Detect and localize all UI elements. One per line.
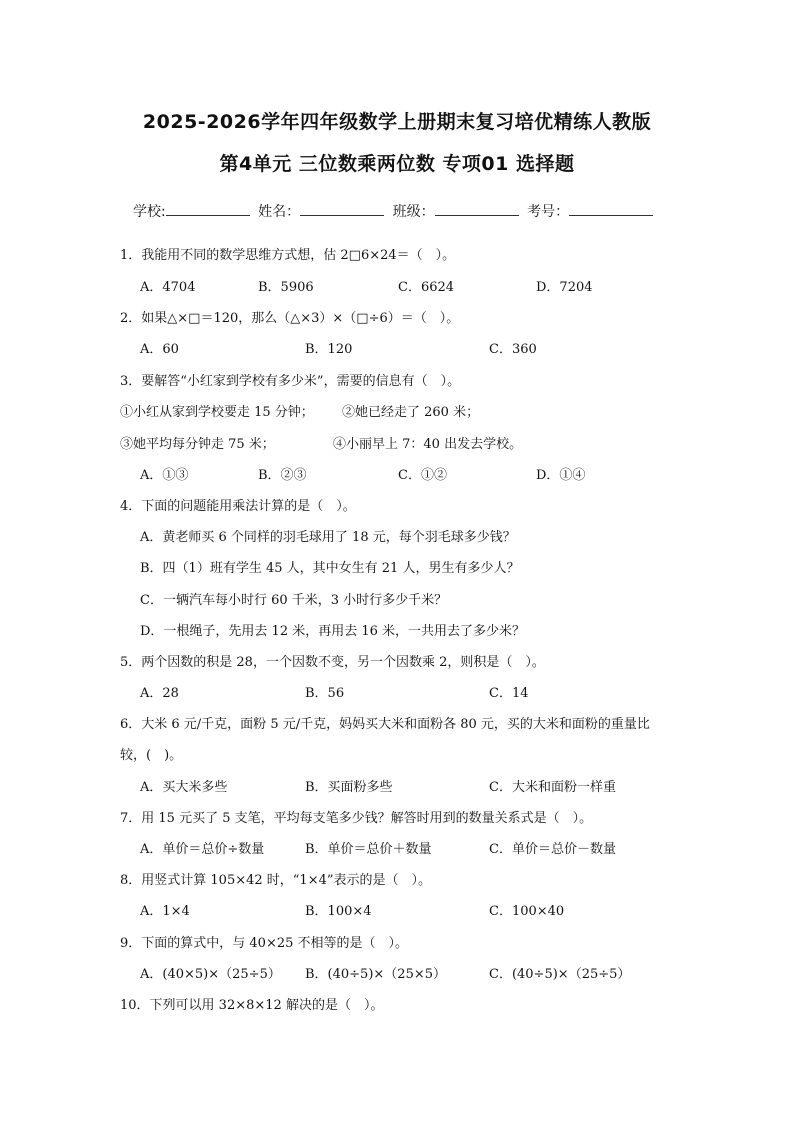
question-4-option-c: C．一辆汽车每小时行 60 千米，3 小时行多少千米？ <box>140 593 448 608</box>
question-1-option-c: C．6624 <box>398 280 455 295</box>
question-6-option-a: A．买大米多些 <box>140 780 228 795</box>
question-3-condition-2: ②她已经走了 260 米； <box>342 405 480 420</box>
name-label: 姓名： <box>258 204 301 220</box>
question-4-option-d: D．一根绳子，先用去 12 米，再用去 16 米，一共用去了多少米？ <box>140 624 526 639</box>
question-2-option-a: A．60 <box>140 342 179 357</box>
question-8-option-a: A．1×4 <box>140 904 190 919</box>
class-blank[interactable] <box>435 201 519 216</box>
question-9-option-b: B．(40÷5)×（25×5） <box>305 967 447 982</box>
question-3-stem: 3．要解答“小红家到学校有多少米”，需要的信息有（ ）。 <box>120 374 461 389</box>
question-7-option-c: C．单价＝总价－数量 <box>489 842 616 857</box>
question-4-option-b: B．四（1）班有学生 45 人，其中女生有 21 人，男生有多少人？ <box>140 561 520 576</box>
question-3-condition-3: ③她平均每分钟走 75 米； <box>120 437 275 452</box>
question-6-stem: 6．大米 6 元/千克，面粉 5 元/千克，妈妈买大米和面粉各 80 元，买的大米和面粉的重量比 <box>120 717 650 732</box>
exam-no-blank[interactable] <box>569 201 653 216</box>
question-5-option-b: B．56 <box>305 686 345 701</box>
question-1-option-b: B．5906 <box>258 280 314 295</box>
question-10-stem: 10．下列可以用 32×8×12 解决的是（ ）。 <box>120 998 384 1013</box>
question-4-option-a: A．黄老师买 6 个同样的羽毛球用了 18 元，每个羽毛球多少钱？ <box>140 530 516 545</box>
question-6-option-b: B．买面粉多些 <box>305 780 393 795</box>
question-8-option-c: C．100×40 <box>489 904 565 919</box>
question-2-option-b: B．120 <box>305 342 353 357</box>
document-title: 2025-2026学年四年级数学上册期末复习培优精练人教版 <box>142 111 652 133</box>
question-9-option-a: A．(40×5)×（25÷5） <box>140 967 281 982</box>
question-7-option-a: A．单价＝总价÷数量 <box>140 842 265 857</box>
class-label: 班级： <box>392 204 435 220</box>
question-7-stem: 7．用 15 元买了 5 支笔，平均每支笔多少钱？解答时用到的数量关系式是（ ）。 <box>120 811 593 826</box>
question-3-option-d: D．①④ <box>536 468 586 483</box>
question-3-option-a: A．①③ <box>140 468 189 483</box>
question-3-option-c: C．①② <box>398 468 447 483</box>
question-7-option-b: B．单价＝总价＋数量 <box>305 842 432 857</box>
student-info-row <box>133 201 657 221</box>
question-6-option-c: C．大米和面粉一样重 <box>489 780 616 795</box>
question-5-stem: 5．两个因数的积是 28，一个因数不变，另一个因数乘 2，则积是（ ）。 <box>120 655 545 670</box>
question-5-option-c: C．14 <box>489 686 529 701</box>
question-6-stem-continued: 较，( )。 <box>120 748 183 763</box>
question-4-stem: 4．下面的问题能用乘法计算的是（ ）。 <box>120 499 356 514</box>
question-9-stem: 9．下面的算式中，与 40×25 不相等的是（ ）。 <box>120 936 409 951</box>
question-5-option-a: A．28 <box>140 686 179 701</box>
question-3-condition-1: ①小红从家到学校要走 15 分钟； <box>120 405 314 420</box>
question-3-condition-4: ④小丽早上 7：40 出发去学校。 <box>333 437 523 452</box>
question-1-option-a: A．4704 <box>140 280 196 295</box>
question-2-option-c: C．360 <box>489 342 537 357</box>
question-3-option-b: B．②③ <box>258 468 307 483</box>
school-label: 学校: <box>133 204 166 220</box>
question-8-stem: 8．用竖式计算 105×42 时，“1×4”表示的是（ ）。 <box>120 873 432 888</box>
question-1-stem: 1．我能用不同的数学思维方式想，估 2□6×24＝（ ）。 <box>120 248 456 263</box>
question-9-option-c: C．(40÷5)×（25÷5） <box>489 967 631 982</box>
name-blank[interactable] <box>300 201 384 216</box>
question-1-option-d: D．7204 <box>536 280 593 295</box>
exam-no-label: 考号： <box>527 204 570 220</box>
question-2-stem: 2．如果△×□＝120，那么（△×3）×（□÷6）＝（ ）。 <box>120 311 460 326</box>
school-blank[interactable] <box>166 201 250 216</box>
question-8-option-b: B．100×4 <box>305 904 372 919</box>
document-subtitle: 第4单元 三位数乘两位数 专项01 选择题 <box>219 153 575 175</box>
